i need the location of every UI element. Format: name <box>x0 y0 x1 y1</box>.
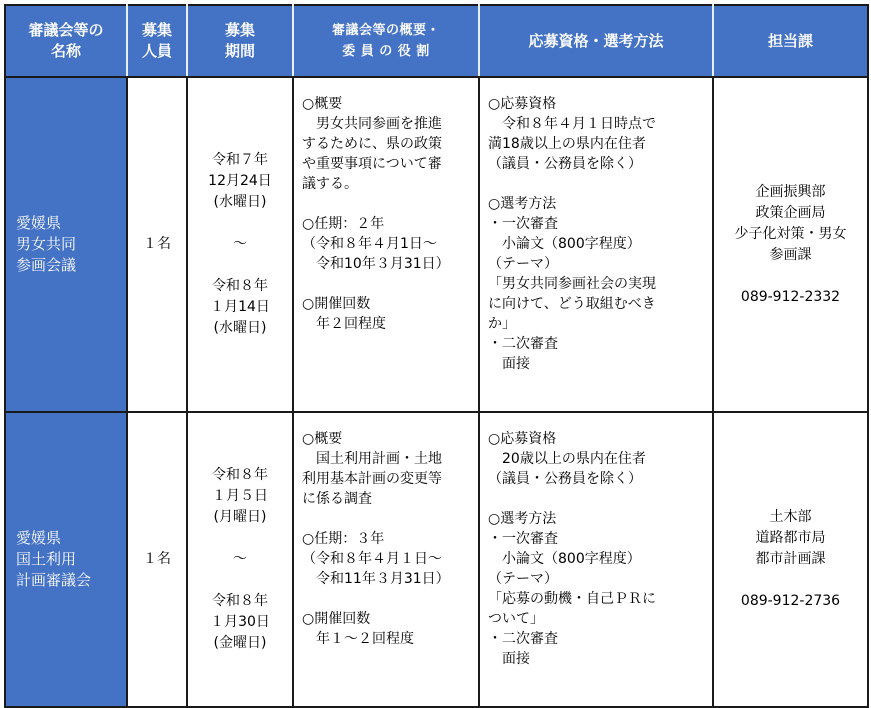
department-line: 都市計画課 <box>755 551 826 567</box>
council-name-line: 参画会議 <box>16 256 77 274</box>
recruits-cell <box>127 77 187 412</box>
spacer <box>188 213 292 234</box>
overview-line: 国土利用計画・土地 <box>302 451 442 467</box>
header-text: 担当課 <box>767 31 813 50</box>
header-text: 募集 <box>224 21 255 39</box>
council-name-line: 国土利用 <box>16 550 77 568</box>
overview-line: ○任期：２年 <box>302 216 385 232</box>
period-start-line: 令和７年 <box>212 152 268 168</box>
period-end-line: 令和８年 <box>212 593 268 609</box>
qualification-line: ついて」 <box>488 611 544 627</box>
qualification-line: 面接 <box>488 651 530 667</box>
qualification-line: に向けて、どう取組むべき <box>488 296 656 312</box>
recruits-cell <box>127 412 187 707</box>
department-line: 土木部 <box>769 509 812 525</box>
council-name-cell <box>5 77 127 412</box>
recruits-value: １名 <box>143 551 171 567</box>
overview-line: ○任期：３年 <box>302 531 385 547</box>
qualification-line: 小論文（800字程度） <box>488 551 641 567</box>
header-text: 審議会等の <box>28 21 104 39</box>
overview-line <box>302 274 472 294</box>
qualification-line: （議員・公務員を除く） <box>488 156 642 172</box>
period-separator: ～ <box>233 551 247 567</box>
overview-line: 令和10年３月31日） <box>302 256 450 272</box>
qualification-line: 小論文（800字程度） <box>488 236 641 252</box>
period-start-line: 12月24日 <box>208 173 272 189</box>
overview-line: 年２回程度 <box>302 316 386 332</box>
qualification-line: ・一次審査 <box>488 531 558 547</box>
header-qualification <box>479 5 713 77</box>
qualification-line: か」 <box>488 316 516 332</box>
recruits-value: １名 <box>143 236 171 252</box>
spacer <box>188 570 292 591</box>
overview-line: （令和８年４月1日～ <box>302 236 437 252</box>
header-council-name <box>5 5 127 77</box>
period-start-line: １月５日 <box>212 488 268 504</box>
overview-line: ○開催回数 <box>302 296 371 312</box>
qualification-line: ・一次審査 <box>488 216 558 232</box>
header-text: 募集 <box>141 21 172 39</box>
department-cell <box>713 412 868 707</box>
department-line: 政策企画局 <box>755 204 826 221</box>
qualification-cell <box>479 77 713 412</box>
qualification-line: 面接 <box>488 356 530 372</box>
qualification-line: 20歳以上の県内在住者 <box>488 451 646 467</box>
period-start-line: 令和８年 <box>212 467 268 483</box>
qualification-line: ○応募資格 <box>488 96 557 112</box>
period-end-line: (水曜日) <box>213 320 267 336</box>
table-row <box>5 77 868 412</box>
overview-line: 令和11年３月31日） <box>302 571 450 587</box>
overview-line: や重要事項について審 <box>302 156 442 172</box>
header-text: 人員 <box>141 42 172 60</box>
overview-line: ○概要 <box>302 431 343 447</box>
period-cell <box>187 77 293 412</box>
period-end-line: 令和８年 <box>212 278 268 294</box>
council-recruitment-table <box>4 4 869 708</box>
phone-number: 089-912-2736 <box>740 593 841 609</box>
department-line: 少子化対策・男女 <box>734 225 847 242</box>
overview-line: ○開催回数 <box>302 611 371 627</box>
spacer <box>188 255 292 276</box>
council-name-line: 愛媛県 <box>16 529 62 547</box>
overview-line: 議する。 <box>302 176 358 192</box>
period-separator: ～ <box>233 236 247 252</box>
qualification-line: （議員・公務員を除く） <box>488 471 642 487</box>
period-start-line: (月曜日) <box>213 509 267 525</box>
period-end-line: １月14日 <box>210 299 270 315</box>
header-period <box>187 5 293 77</box>
qualification-line: ・二次審査 <box>488 631 558 647</box>
council-name-cell <box>5 412 127 707</box>
header-recruits <box>127 5 187 77</box>
header-text: 期間 <box>224 42 255 60</box>
qualification-line: 満18歳以上の県内在住者 <box>488 136 646 152</box>
period-start-line: (水曜日) <box>213 194 267 210</box>
council-name-line: 愛媛県 <box>16 214 62 232</box>
period-end-line: １月30日 <box>210 614 270 630</box>
header-text: 名称 <box>50 42 81 60</box>
qualification-line: （テーマ） <box>488 256 558 272</box>
overview-line <box>302 589 472 609</box>
qualification-line: ○応募資格 <box>488 431 557 447</box>
overview-line <box>302 509 472 529</box>
spacer <box>188 528 292 549</box>
overview-line: 年１～２回程度 <box>302 631 414 647</box>
overview-cell <box>293 77 479 412</box>
overview-line: 男女共同参画を推進 <box>302 116 442 132</box>
spacer <box>714 570 867 591</box>
department-line: 道路都市局 <box>755 530 826 546</box>
phone-number: 089-912-2332 <box>740 288 841 305</box>
qualification-line: （テーマ） <box>488 571 558 587</box>
header-text: 応募資格・選考方法 <box>528 31 664 50</box>
qualification-line <box>488 489 706 509</box>
qualification-line: ・二次審査 <box>488 336 558 352</box>
spacer <box>714 266 867 287</box>
overview-cell <box>293 412 479 707</box>
qualification-line: ○選考方法 <box>488 196 557 212</box>
period-cell <box>187 412 293 707</box>
header-department <box>713 5 868 77</box>
header-row <box>5 5 868 77</box>
qualification-line: 令和８年４月１日時点で <box>488 116 656 132</box>
department-line: 参画課 <box>769 246 812 263</box>
council-name-line: 計画審議会 <box>16 571 92 589</box>
qualification-line: ○選考方法 <box>488 511 557 527</box>
qualification-line <box>488 174 706 194</box>
overview-line: （令和８年４月１日～ <box>302 551 442 567</box>
header-overview <box>293 5 479 77</box>
overview-line: するために、県の政策 <box>302 136 442 152</box>
council-name-line: 男女共同 <box>16 235 77 253</box>
department-line: 企画振興部 <box>755 183 826 200</box>
header-text: 審議会等の概要・ <box>331 23 440 38</box>
overview-line <box>302 194 472 214</box>
table-row <box>5 412 868 707</box>
overview-line: に係る調査 <box>302 491 372 507</box>
qualification-line: 「男女共同参画社会の実現 <box>488 276 656 292</box>
qualification-cell <box>479 412 713 707</box>
period-end-line: (金曜日) <box>213 635 267 651</box>
department-cell <box>713 77 868 412</box>
overview-line: 利用基本計画の変更等 <box>302 471 442 487</box>
overview-line: ○概要 <box>302 96 343 112</box>
qualification-line: 「応募の動機・自己ＰＲに <box>488 591 656 607</box>
header-text: 委 員 の 役 割 <box>342 44 430 59</box>
